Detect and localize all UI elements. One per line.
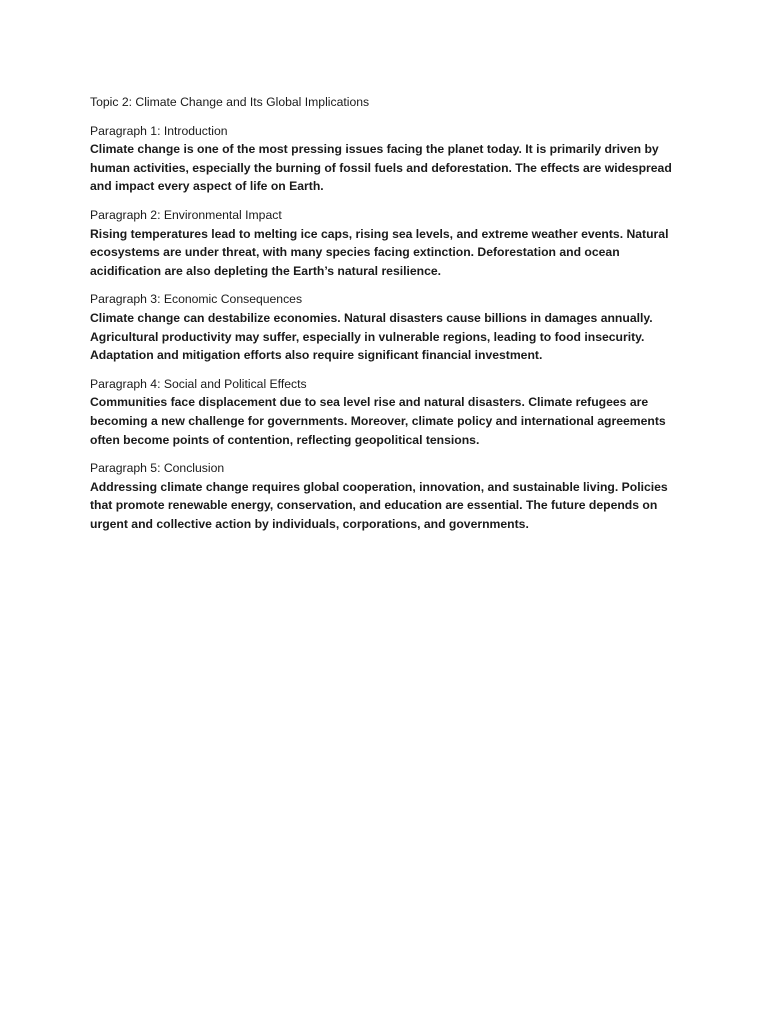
section-heading: Paragraph 3: Economic Consequences	[90, 292, 303, 307]
section-heading: Paragraph 1: Introduction	[90, 123, 228, 138]
section-body: Climate change is one of the most pressing issues facing the planet today. It is primarily driven by human activities, especially the burning of fossil fuels and deforestation. The effects are widespread and impact every aspect of life on Earth.	[90, 142, 672, 194]
section-body: Rising temperatures lead to melting ice caps, rising sea levels, and extreme weather events. Natural ecosystems are under threat, with many species facing extinction. Deforestation and ocean acidification are also depleting the Earth’s natural resilience.	[90, 226, 669, 278]
section-heading: Paragraph 2: Environmental Impact	[90, 207, 282, 222]
section-environmental-impact	[90, 206, 676, 280]
section-body: Climate change can destabilize economies. Natural disasters cause billions in damages annually. Agricultural productivity may suffer, especially in vulnerable regions, leading to food insecurity. Adaptation and mitigation efforts also require significant financial investment.	[90, 310, 653, 363]
section-body: Communities face displacement due to sea level rise and natural disasters. Climate refugees are becoming a new challenge for governments. Moreover, climate policy and international agreements often become points of contention, reflecting geopolitical tensions.	[90, 395, 666, 447]
section-heading: Paragraph 4: Social and Political Effects	[90, 376, 307, 391]
section-conclusion	[90, 459, 676, 533]
document-title: Topic 2: Climate Change and Its Global Implications	[90, 95, 370, 109]
section-social-political-effects	[90, 375, 676, 449]
section-economic-consequences	[90, 290, 676, 364]
document-content	[90, 93, 676, 543]
section-heading: Paragraph 5: Conclusion	[90, 461, 225, 476]
section-introduction	[90, 122, 676, 196]
section-body: Addressing climate change requires global cooperation, innovation, and sustainable living. Policies that promote renewable energy, conservation, and education are essential. The future depends on urgent and collective action by individuals, corporations, and governments.	[90, 479, 668, 531]
